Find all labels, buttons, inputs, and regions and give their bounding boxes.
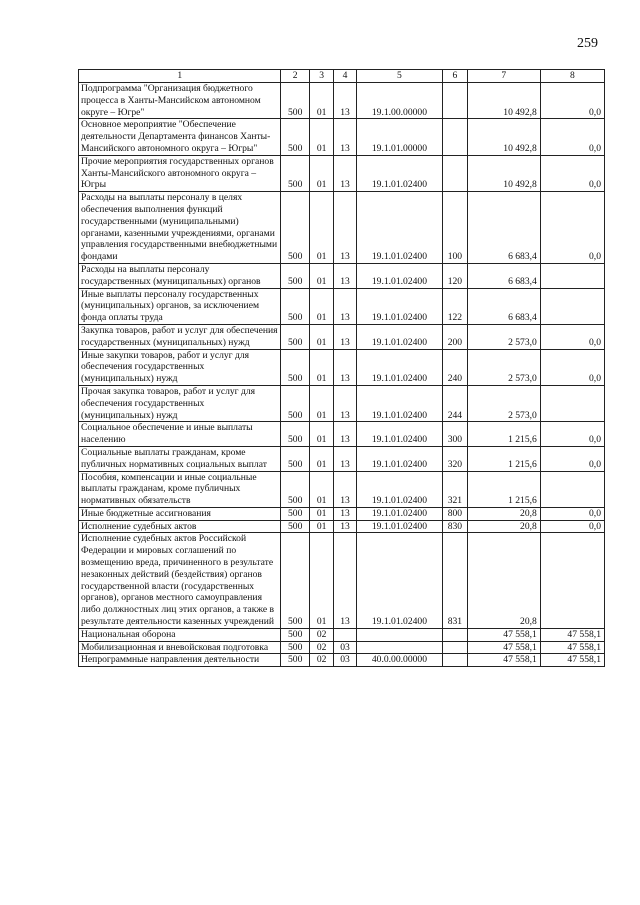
target-article-cell: 19.1.01.02400 — [356, 263, 442, 288]
expense-type-cell: 831 — [443, 533, 467, 628]
ministry-code-cell: 500 — [281, 446, 309, 471]
subsection-code-cell: 13 — [334, 119, 356, 155]
amount-cell: 20,8 — [467, 533, 540, 628]
row-name-cell: Основное мероприятие "Обеспечение деятельности Департамента финансов Ханты-Мансийского автономного округа – Югры" — [79, 119, 281, 155]
amount-cell: 2 573,0 — [467, 324, 540, 349]
amount-cell: 1 215,6 — [467, 446, 540, 471]
federal-amount-cell: 0,0 — [540, 192, 604, 264]
table-row — [79, 324, 605, 349]
row-name-cell: Исполнение судебных актов Российской Федерации и мировых соглашений по возмещению вреда, причиненного в результате незаконных действий (бездействия) органов государственной власти (государственных органов), органов местного самоуправления либо должностных лиц этих органов, а также в результате деятельности казенных учреждений — [79, 533, 281, 628]
amount-cell: 47 558,1 — [467, 628, 540, 641]
table-row — [79, 349, 605, 385]
budget-table — [78, 69, 605, 667]
section-code-cell: 01 — [309, 446, 333, 471]
expense-type-cell: 100 — [443, 192, 467, 264]
subsection-code-cell: 13 — [334, 533, 356, 628]
amount-cell: 20,8 — [467, 507, 540, 520]
subsection-code-cell: 13 — [334, 155, 356, 191]
amount-cell: 2 573,0 — [467, 349, 540, 385]
section-code-cell: 01 — [309, 520, 333, 533]
federal-amount-cell: 0,0 — [540, 119, 604, 155]
ministry-code-cell: 500 — [281, 83, 309, 119]
column-header: 1 — [79, 70, 281, 83]
amount-cell: 10 492,8 — [467, 119, 540, 155]
amount-cell: 6 683,4 — [467, 192, 540, 264]
column-header: 3 — [309, 70, 333, 83]
table-row — [79, 628, 605, 641]
expense-type-cell: 300 — [443, 422, 467, 447]
target-article-cell: 19.1.01.02400 — [356, 507, 442, 520]
amount-cell: 6 683,4 — [467, 288, 540, 324]
row-name-cell: Национальная оборона — [79, 628, 281, 641]
row-name-cell: Закупка товаров, работ и услуг для обеспечения государственных (муниципальных) нужд — [79, 324, 281, 349]
amount-cell: 1 215,6 — [467, 422, 540, 447]
ministry-code-cell: 500 — [281, 263, 309, 288]
federal-amount-cell: 0,0 — [540, 83, 604, 119]
subsection-code-cell: 13 — [334, 324, 356, 349]
table-row — [79, 471, 605, 507]
ministry-code-cell: 500 — [281, 520, 309, 533]
target-article-cell: 19.1.01.02400 — [356, 422, 442, 447]
section-code-cell: 01 — [309, 533, 333, 628]
table-body — [79, 83, 605, 667]
row-name-cell: Подпрограмма "Организация бюджетного процесса в Ханты-Мансийском автономном округе – Югре" — [79, 83, 281, 119]
page-number: 259 — [577, 36, 598, 51]
amount-cell: 10 492,8 — [467, 155, 540, 191]
federal-amount-cell — [540, 385, 604, 421]
section-code-cell: 01 — [309, 385, 333, 421]
federal-amount-cell — [540, 533, 604, 628]
expense-type-cell: 800 — [443, 507, 467, 520]
row-name-cell: Мобилизационная и вневойсковая подготовка — [79, 641, 281, 654]
expense-type-cell: 320 — [443, 446, 467, 471]
row-name-cell: Иные выплаты персоналу государственных (муниципальных) органов, за исключением фонда оплаты труда — [79, 288, 281, 324]
expense-type-cell: 830 — [443, 520, 467, 533]
expense-type-cell: 240 — [443, 349, 467, 385]
table-row — [79, 520, 605, 533]
target-article-cell: 19.1.00.00000 — [356, 83, 442, 119]
ministry-code-cell: 500 — [281, 119, 309, 155]
subsection-code-cell: 13 — [334, 83, 356, 119]
expense-type-cell: 321 — [443, 471, 467, 507]
table-row — [79, 385, 605, 421]
row-name-cell: Иные бюджетные ассигнования — [79, 507, 281, 520]
ministry-code-cell: 500 — [281, 422, 309, 447]
section-code-cell: 02 — [309, 641, 333, 654]
federal-amount-cell — [540, 263, 604, 288]
table-row — [79, 507, 605, 520]
target-article-cell: 19.1.01.02400 — [356, 155, 442, 191]
amount-cell: 47 558,1 — [467, 654, 540, 667]
row-name-cell: Прочие мероприятия государственных органов Ханты-Мансийского автономного округа – Югры — [79, 155, 281, 191]
federal-amount-cell: 0,0 — [540, 422, 604, 447]
expense-type-cell — [443, 628, 467, 641]
column-header: 7 — [467, 70, 540, 83]
federal-amount-cell — [540, 471, 604, 507]
column-header: 8 — [540, 70, 604, 83]
target-article-cell: 19.1.01.02400 — [356, 192, 442, 264]
row-name-cell: Расходы на выплаты персоналу в целях обеспечения выполнения функций государственными (муниципальными) органами, казенными учреждениями, органами управления государственными внебюджетными фондами — [79, 192, 281, 264]
row-name-cell: Непрограммные направления деятельности — [79, 654, 281, 667]
target-article-cell: 19.1.01.02400 — [356, 471, 442, 507]
table-row — [79, 119, 605, 155]
ministry-code-cell: 500 — [281, 385, 309, 421]
amount-cell: 1 215,6 — [467, 471, 540, 507]
column-header: 5 — [356, 70, 442, 83]
table-row — [79, 533, 605, 628]
row-name-cell: Расходы на выплаты персоналу государственных (муниципальных) органов — [79, 263, 281, 288]
subsection-code-cell: 13 — [334, 192, 356, 264]
expense-type-cell — [443, 654, 467, 667]
table-row — [79, 83, 605, 119]
section-code-cell: 01 — [309, 263, 333, 288]
header-row — [79, 70, 605, 83]
table-row — [79, 192, 605, 264]
ministry-code-cell: 500 — [281, 288, 309, 324]
section-code-cell: 01 — [309, 192, 333, 264]
federal-amount-cell: 47 558,1 — [540, 628, 604, 641]
section-code-cell: 01 — [309, 324, 333, 349]
section-code-cell: 01 — [309, 422, 333, 447]
amount-cell: 20,8 — [467, 520, 540, 533]
ministry-code-cell: 500 — [281, 192, 309, 264]
table-row — [79, 654, 605, 667]
subsection-code-cell: 13 — [334, 520, 356, 533]
expense-type-cell: 244 — [443, 385, 467, 421]
ministry-code-cell: 500 — [281, 628, 309, 641]
table-row — [79, 422, 605, 447]
subsection-code-cell: 03 — [334, 654, 356, 667]
target-article-cell: 19.1.01.02400 — [356, 520, 442, 533]
section-code-cell: 02 — [309, 654, 333, 667]
federal-amount-cell — [540, 288, 604, 324]
section-code-cell: 01 — [309, 507, 333, 520]
ministry-code-cell: 500 — [281, 507, 309, 520]
section-code-cell: 01 — [309, 83, 333, 119]
table-row — [79, 155, 605, 191]
ministry-code-cell: 500 — [281, 654, 309, 667]
ministry-code-cell: 500 — [281, 349, 309, 385]
column-header: 2 — [281, 70, 309, 83]
amount-cell: 2 573,0 — [467, 385, 540, 421]
expense-type-cell: 122 — [443, 288, 467, 324]
target-article-cell: 19.1.01.02400 — [356, 446, 442, 471]
subsection-code-cell: 13 — [334, 507, 356, 520]
target-article-cell — [356, 628, 442, 641]
expense-type-cell — [443, 641, 467, 654]
section-code-cell: 01 — [309, 119, 333, 155]
section-code-cell: 02 — [309, 628, 333, 641]
federal-amount-cell: 47 558,1 — [540, 641, 604, 654]
expense-type-cell — [443, 155, 467, 191]
federal-amount-cell: 0,0 — [540, 520, 604, 533]
subsection-code-cell: 13 — [334, 422, 356, 447]
expense-type-cell: 200 — [443, 324, 467, 349]
subsection-code-cell: 13 — [334, 446, 356, 471]
amount-cell: 47 558,1 — [467, 641, 540, 654]
row-name-cell: Исполнение судебных актов — [79, 520, 281, 533]
section-code-cell: 01 — [309, 288, 333, 324]
federal-amount-cell: 47 558,1 — [540, 654, 604, 667]
subsection-code-cell: 13 — [334, 288, 356, 324]
subsection-code-cell — [334, 628, 356, 641]
row-name-cell: Социальные выплаты гражданам, кроме публичных нормативных социальных выплат — [79, 446, 281, 471]
subsection-code-cell: 13 — [334, 349, 356, 385]
table-row — [79, 288, 605, 324]
target-article-cell: 19.1.01.02400 — [356, 288, 442, 324]
subsection-code-cell: 03 — [334, 641, 356, 654]
ministry-code-cell: 500 — [281, 155, 309, 191]
table-row — [79, 641, 605, 654]
federal-amount-cell: 0,0 — [540, 324, 604, 349]
federal-amount-cell: 0,0 — [540, 507, 604, 520]
amount-cell: 6 683,4 — [467, 263, 540, 288]
row-name-cell: Прочая закупка товаров, работ и услуг для обеспечения государственных (муниципальных) нужд — [79, 385, 281, 421]
expense-type-cell — [443, 119, 467, 155]
ministry-code-cell: 500 — [281, 533, 309, 628]
target-article-cell — [356, 641, 442, 654]
target-article-cell: 19.1.01.02400 — [356, 533, 442, 628]
expense-type-cell: 120 — [443, 263, 467, 288]
column-header: 4 — [334, 70, 356, 83]
target-article-cell: 19.1.01.02400 — [356, 349, 442, 385]
ministry-code-cell: 500 — [281, 324, 309, 349]
table-row — [79, 263, 605, 288]
ministry-code-cell: 500 — [281, 641, 309, 654]
column-header: 6 — [443, 70, 467, 83]
federal-amount-cell: 0,0 — [540, 155, 604, 191]
section-code-cell: 01 — [309, 471, 333, 507]
subsection-code-cell: 13 — [334, 471, 356, 507]
target-article-cell: 19.1.01.02400 — [356, 324, 442, 349]
row-name-cell: Иные закупки товаров, работ и услуг для обеспечения государственных (муниципальных) нужд — [79, 349, 281, 385]
row-name-cell: Пособия, компенсации и иные социальные выплаты гражданам, кроме публичных нормативных обязательств — [79, 471, 281, 507]
amount-cell: 10 492,8 — [467, 83, 540, 119]
section-code-cell: 01 — [309, 349, 333, 385]
federal-amount-cell: 0,0 — [540, 349, 604, 385]
ministry-code-cell: 500 — [281, 471, 309, 507]
table-row — [79, 446, 605, 471]
federal-amount-cell: 0,0 — [540, 446, 604, 471]
subsection-code-cell: 13 — [334, 263, 356, 288]
row-name-cell: Социальное обеспечение и иные выплаты населению — [79, 422, 281, 447]
subsection-code-cell: 13 — [334, 385, 356, 421]
target-article-cell: 40.0.00.00000 — [356, 654, 442, 667]
target-article-cell: 19.1.01.02400 — [356, 385, 442, 421]
target-article-cell: 19.1.01.00000 — [356, 119, 442, 155]
section-code-cell: 01 — [309, 155, 333, 191]
expense-type-cell — [443, 83, 467, 119]
